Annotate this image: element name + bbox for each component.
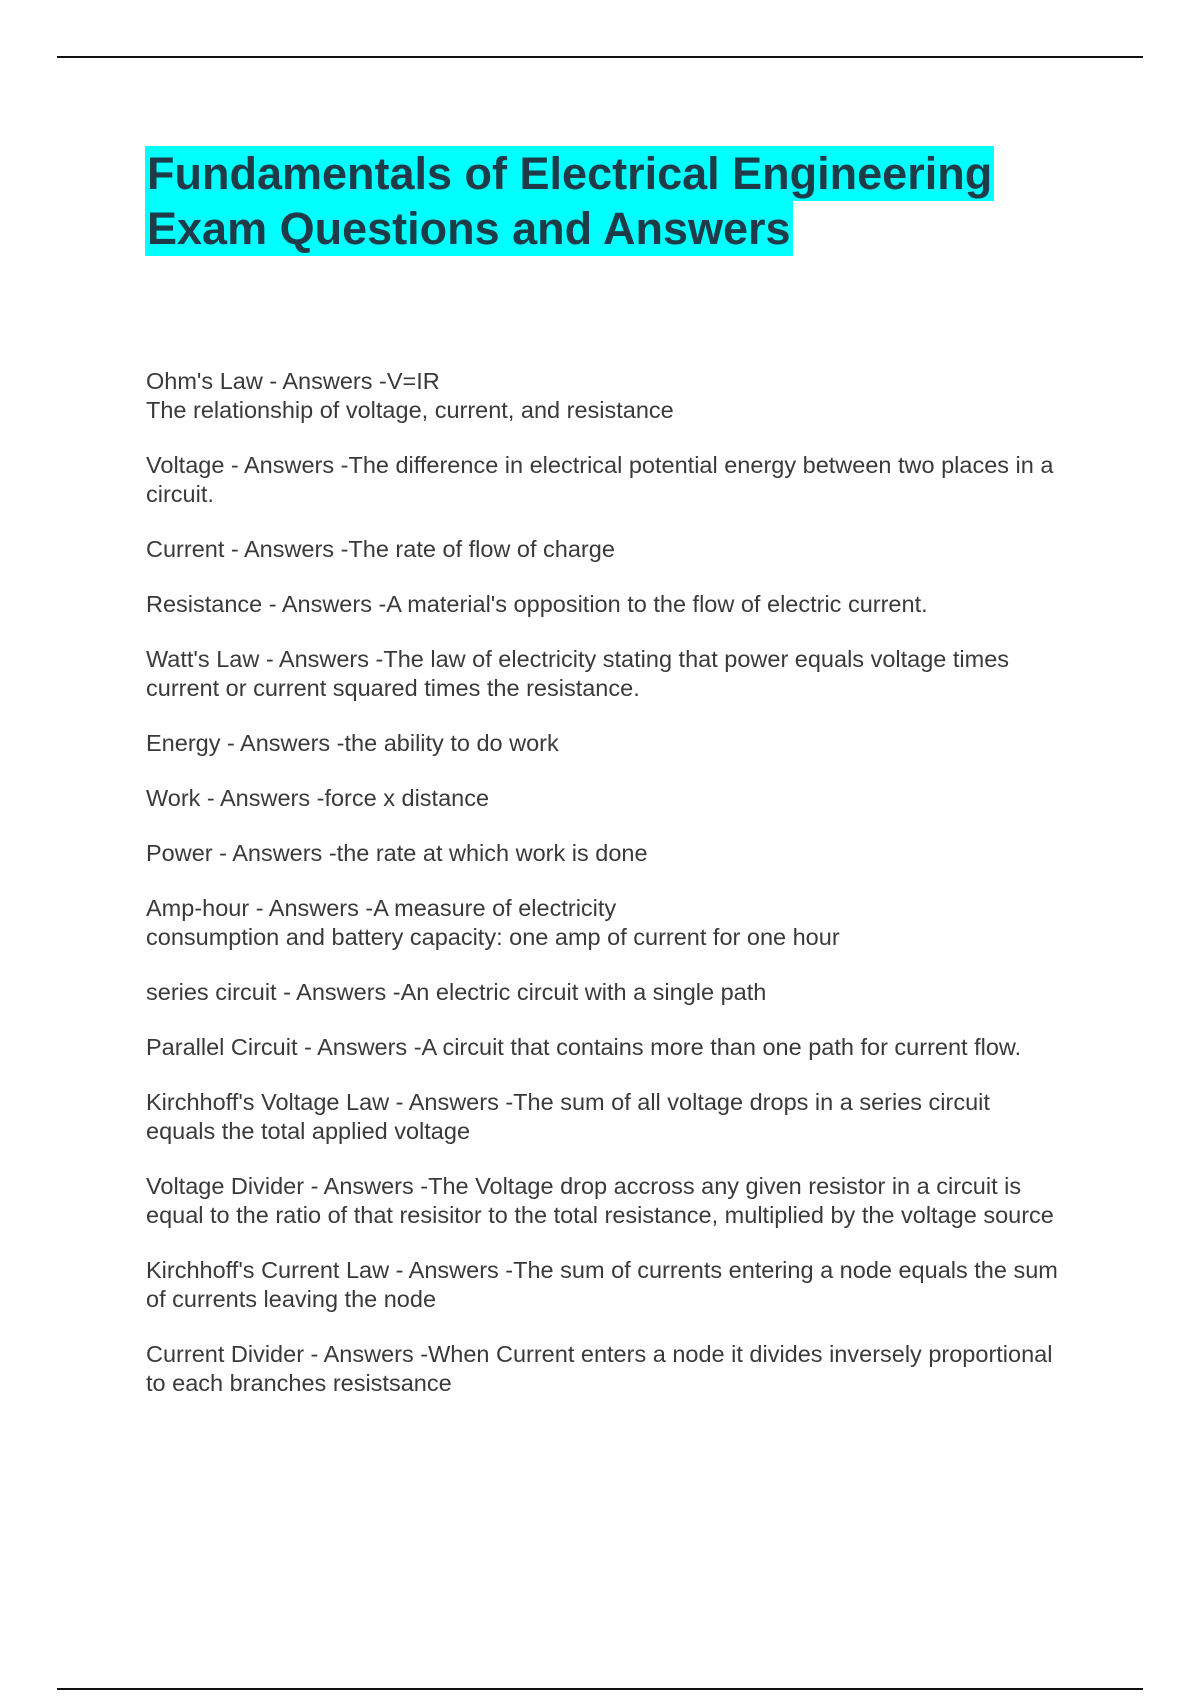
qa-item bbox=[146, 590, 1096, 619]
qa-line: Voltage Divider - Answers -The Voltage drop accross any given resistor in a circuit is bbox=[146, 1173, 1022, 1199]
qa-line: Kirchhoff's Current Law - Answers -The sum of currents entering a node equals the sum bbox=[146, 1257, 1058, 1283]
title-line-2: Exam Questions and Answers bbox=[147, 203, 791, 254]
qa-line: current or current squared times the resistance. bbox=[146, 675, 640, 701]
qa-line: equal to the ratio of that resisitor to the total resistance, multiplied by the voltage source bbox=[146, 1202, 1054, 1228]
qa-item bbox=[146, 978, 1096, 1007]
qa-line: Energy - Answers -the ability to do work bbox=[146, 730, 559, 756]
qa-line: Amp-hour - Answers -A measure of electricity bbox=[146, 895, 617, 921]
qa-item bbox=[146, 1033, 1096, 1062]
qa-line: of currents leaving the node bbox=[146, 1286, 437, 1312]
qa-item bbox=[146, 894, 1096, 952]
qa-line: equals the total applied voltage bbox=[146, 1118, 471, 1144]
qa-item bbox=[146, 839, 1096, 868]
qa-line: Power - Answers -the rate at which work is done bbox=[146, 840, 648, 866]
qa-line: Parallel Circuit - Answers -A circuit that contains more than one path for current flow. bbox=[146, 1034, 1022, 1060]
qa-item bbox=[146, 1340, 1096, 1398]
qa-item bbox=[146, 645, 1096, 703]
qa-line: series circuit - Answers -An electric circuit with a single path bbox=[146, 979, 767, 1005]
qa-line: Work - Answers -force x distance bbox=[146, 785, 490, 811]
top-divider bbox=[57, 56, 1143, 58]
page-title bbox=[145, 146, 1105, 256]
qa-line: Watt's Law - Answers -The law of electricity stating that power equals voltage times bbox=[146, 646, 1010, 672]
qa-line: Voltage - Answers -The difference in electrical potential energy between two places in a bbox=[146, 452, 1054, 478]
qa-line: circuit. bbox=[146, 481, 214, 507]
qa-item bbox=[146, 1172, 1096, 1230]
qa-item bbox=[146, 729, 1096, 758]
qa-item bbox=[146, 367, 1096, 425]
qa-line: Current Divider - Answers -When Current enters a node it divides inversely proportional bbox=[146, 1341, 1053, 1367]
qa-line: Kirchhoff's Voltage Law - Answers -The sum of all voltage drops in a series circuit bbox=[146, 1089, 990, 1115]
qa-item bbox=[146, 784, 1096, 813]
qa-line: The relationship of voltage, current, and resistance bbox=[146, 397, 674, 423]
qa-line: Current - Answers -The rate of flow of charge bbox=[146, 536, 615, 562]
qa-line: to each branches resistsance bbox=[146, 1370, 452, 1396]
qa-list bbox=[146, 367, 1096, 1424]
bottom-divider bbox=[57, 1688, 1143, 1690]
qa-line: Resistance - Answers -A material's opposition to the flow of electric current. bbox=[146, 591, 928, 617]
title-line-1: Fundamentals of Electrical Engineering bbox=[147, 148, 993, 199]
qa-line: consumption and battery capacity: one amp of current for one hour bbox=[146, 924, 840, 950]
qa-item bbox=[146, 535, 1096, 564]
qa-item bbox=[146, 451, 1096, 509]
qa-line: Ohm's Law - Answers -V=IR bbox=[146, 368, 440, 394]
qa-item bbox=[146, 1088, 1096, 1146]
qa-item bbox=[146, 1256, 1096, 1314]
